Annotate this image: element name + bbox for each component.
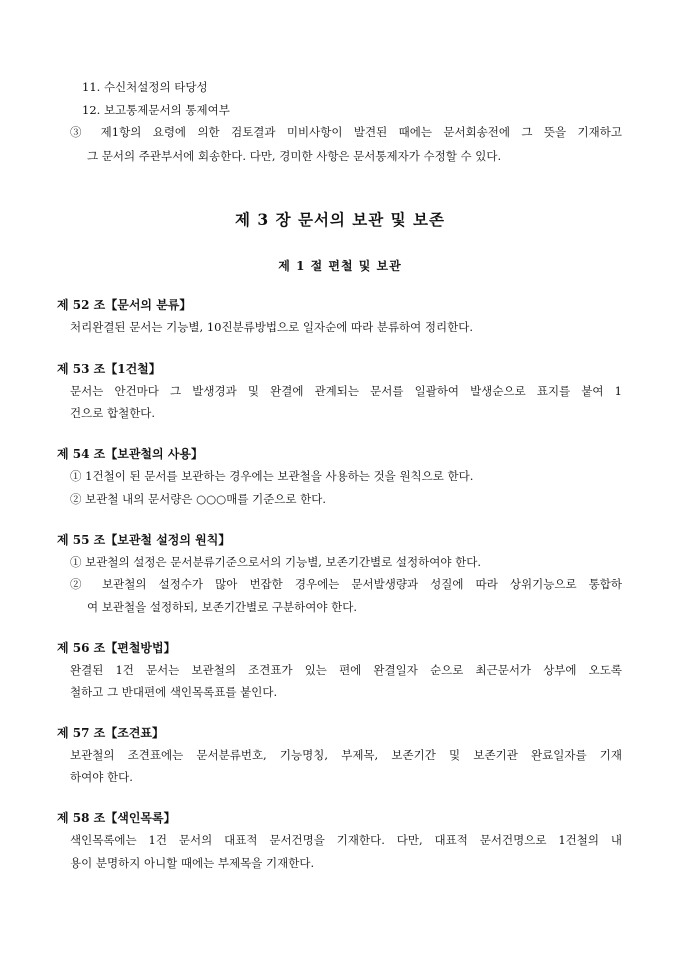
article-55-line-1: ① 보관철의 설정은 문서분류기준으로서의 기능별, 보존기간별로 설정하여야 한다. [70, 555, 481, 569]
section-title: 제 1 절 편철 및 보관 [278, 259, 402, 273]
article-52-heading: 제 52 조【문서의 분류】 [57, 298, 192, 312]
list-item-11: 11. 수신처설정의 타당성 [82, 80, 208, 94]
article-53-heading: 제 53 조【1건철】 [57, 362, 161, 376]
article-56-line-2: 철하고 그 반대편에 색인목록표를 붙인다. [70, 685, 278, 699]
article-56-heading: 제 56 조【편철방법】 [57, 641, 176, 655]
article-54-heading: 제 54 조【보관철의 사용】 [57, 447, 203, 461]
article-58-line-1: 색인목록에는 1건 문서의 대표적 문서건명을 기재한다. 다만, 대표적 문서건명으로 1건철의 내 [70, 833, 622, 847]
article-57-heading: 제 57 조【조견표】 [57, 726, 165, 740]
article-57-line-2: 하여야 한다. [70, 770, 133, 784]
article-54-line-2: ② 보관철 내의 문서량은 ○○○매를 기준으로 한다. [70, 492, 327, 506]
article-55-heading: 제 55 조【보관철 설정의 원칙】 [57, 533, 231, 547]
article-58-heading: 제 58 조【색인목록】 [57, 811, 176, 825]
article-54-line-1: ① 1건철이 된 문서를 보관하는 경우에는 보관철을 사용하는 것을 원칙으로 한다. [70, 469, 474, 483]
paragraph-3-line-1: ③ 제1항의 요령에 의한 검토결과 미비사항이 발견된 때에는 문서회송전에 그 뜻을 기재하고 [70, 125, 622, 139]
article-57-line-1: 보관철의 조견표에는 문서분류번호, 기능명칭, 부제목, 보존기간 및 보존기관 완료일자를 기재 [70, 748, 622, 762]
paragraph-3-line-2: 그 문서의 주관부서에 회송한다. 다만, 경미한 사항은 문서통제자가 수정할 수 있다. [87, 149, 502, 163]
article-53-line-2: 건으로 합철한다. [70, 406, 156, 420]
article-55-line-2: ② 보관철의 설정수가 많아 번잡한 경우에는 문서발생량과 성질에 따라 상위기능으로 통합하 [70, 577, 622, 591]
article-55-line-3: 여 보관철을 설정하되, 보존기간별로 구분하여야 한다. [87, 600, 357, 614]
article-58-line-2: 용이 분명하지 아니할 때에는 부제목을 기재한다. [70, 856, 315, 870]
list-item-12: 12. 보고통제문서의 통제여부 [82, 103, 230, 117]
chapter-title: 제 3 장 문서의 보관 및 보존 [235, 210, 445, 229]
article-53-line-1: 문서는 안건마다 그 발생경과 및 완결에 관계되는 문서를 일괄하여 발생순으로 표지를 붙여 1 [70, 384, 622, 398]
article-52-line-1: 처리완결된 문서는 기능별, 10진분류방법으로 일자순에 따라 분류하여 정리한다. [70, 320, 474, 334]
article-56-line-1: 완결된 1건 문서는 보관철의 조견표가 있는 편에 완결일자 순으로 최근문서가 상부에 오도록 [70, 663, 622, 677]
